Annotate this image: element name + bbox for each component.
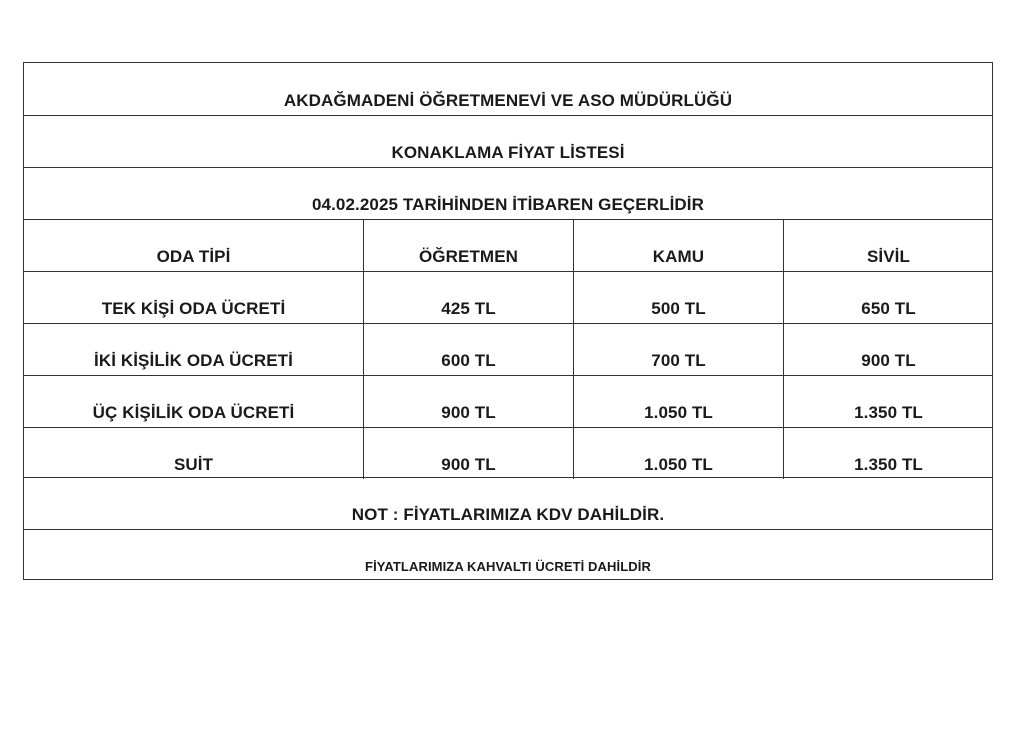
vat-note-row [24, 477, 992, 529]
price-public: 1.050 TL [573, 376, 783, 427]
institution-title: AKDAĞMADENİ ÖĞRETMENEVİ VE ASO MÜDÜRLÜĞÜ [283, 91, 733, 110]
table-row [24, 323, 992, 375]
vat-note: NOT : FİYATLARIMIZA KDV DAHİLDİR. [351, 505, 665, 524]
table-row [24, 271, 992, 323]
price-civilian: 900 TL [783, 324, 993, 375]
column-header-public: KAMU [573, 220, 783, 271]
breakfast-note: FİYATLARIMIZA KAHVALTI ÜCRETİ DAHİLDİR [365, 559, 651, 574]
price-teacher: 600 TL [363, 324, 573, 375]
column-header-teacher: ÖĞRETMEN [363, 220, 573, 271]
room-type: İKİ KİŞİLİK ODA ÜCRETİ [94, 351, 293, 370]
column-header-room-type: ODA TİPİ [156, 247, 231, 266]
table-row [24, 375, 992, 427]
price-civilian: 650 TL [783, 272, 993, 323]
validity-row [24, 167, 992, 219]
institution-row [24, 63, 992, 115]
price-civilian: 1.350 TL [783, 376, 993, 427]
room-type: TEK KİŞİ ODA ÜCRETİ [101, 299, 286, 318]
price-public: 1.050 TL [573, 428, 783, 479]
price-teacher: 900 TL [363, 428, 573, 479]
column-header-civilian: SİVİL [783, 220, 993, 271]
price-list-table [23, 62, 993, 580]
title-row [24, 115, 992, 167]
table-row [24, 427, 992, 479]
price-public: 700 TL [573, 324, 783, 375]
document-title: KONAKLAMA FİYAT LİSTESİ [391, 143, 625, 162]
price-teacher: 900 TL [363, 376, 573, 427]
price-civilian: 1.350 TL [783, 428, 993, 479]
price-teacher: 425 TL [363, 272, 573, 323]
table-header-row [24, 219, 992, 271]
validity-date: 04.02.2025 TARİHİNDEN İTİBAREN GEÇERLİDİR [311, 195, 705, 214]
room-type: SUİT [173, 455, 214, 474]
room-type: ÜÇ KİŞİLİK ODA ÜCRETİ [92, 403, 295, 422]
price-public: 500 TL [573, 272, 783, 323]
breakfast-note-row [24, 529, 992, 579]
